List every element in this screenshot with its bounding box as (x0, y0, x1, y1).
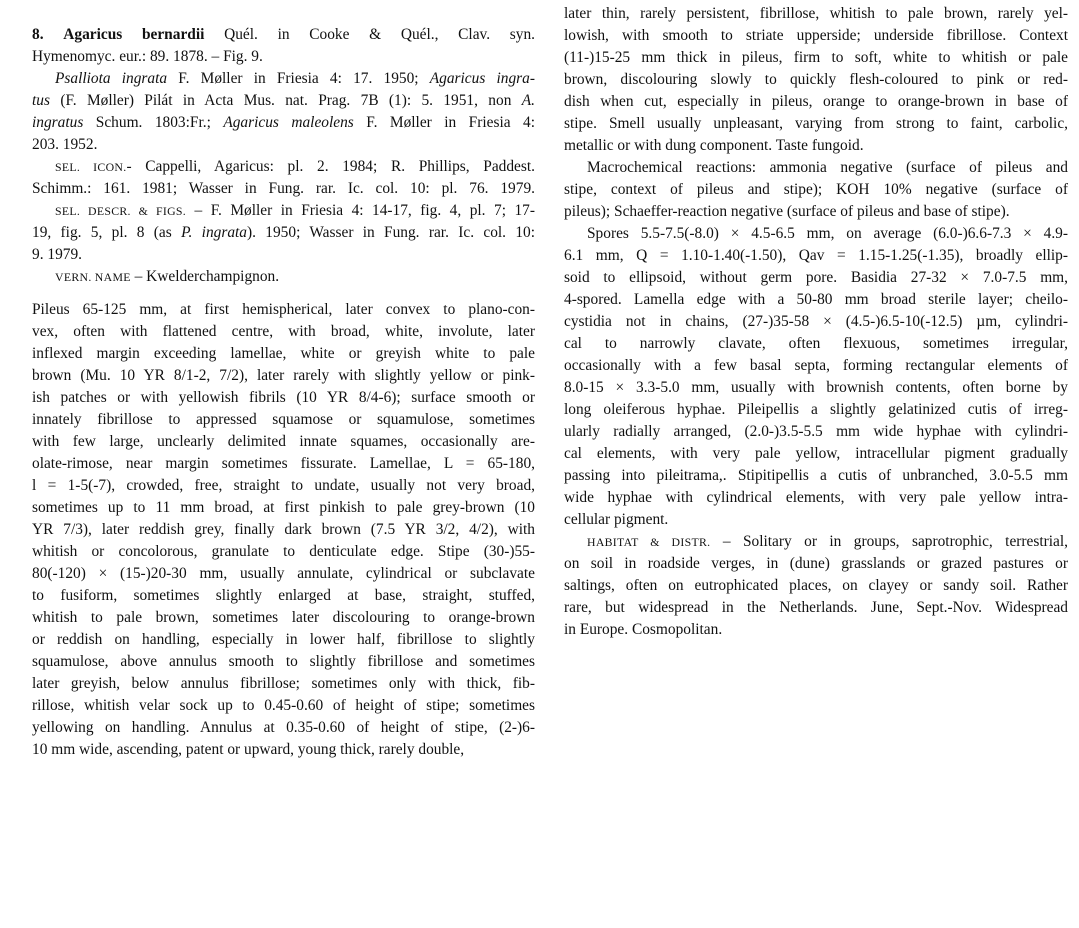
sel-descr-line-3: 9. 1979. (32, 246, 83, 263)
synonym-name: Psalliota ingrata (55, 70, 168, 87)
sel-descr-line-2: 19, fig. 5, pl. 8 (as P. ingrata). 1950; Wasser in Fung. rar. Ic. col. 10: (32, 224, 535, 241)
text-line: in Europe. Cosmopolitan. (564, 621, 723, 638)
text-line: l = 1-5(-7), crowded, free, straight to undate, usually not very broad, (32, 477, 535, 494)
text-line: 4-spored. Lamella edge with a 50-80 mm broad sterile layer; cheilo- (564, 291, 1068, 308)
text-line: with few large, unclearly delimited innate squames, occasionally are- (32, 433, 535, 450)
sel-icon-line-2: Schimm.: 161. 1981; Wasser in Fung. rar. Ic. col. 10: pl. 76. 1979. (32, 180, 535, 197)
right-column (564, 3, 1068, 641)
text-line: lowish, with smooth to striate upperside; underside fibrillose. Context (564, 27, 1068, 44)
text-line: brown (Mu. 10 YR 8/1-2, 7/2), later rarely with slightly yellow or pink- (32, 367, 535, 384)
text-line: cellular pigment. (564, 511, 669, 528)
text-line: stipe. Smell usually unpleasant, varying from strong to faint, carbolic, (564, 115, 1068, 132)
text-line: soid to ellipsoid, without germ pore. Basidia 27-32 × 7.0-7.5 mm, (564, 269, 1068, 286)
sel-icon-line-1: SEL. ICON.- Cappelli, Agaricus: pl. 2. 1984; R. Phillips, Paddest. (55, 158, 535, 175)
text-line: 6.1 mm, Q = 1.10-1.40(-1.50), Qav = 1.15-1.25(-1.35), broadly ellip- (564, 247, 1068, 264)
text-line: innately fibrillose to appressed squamose or squamulose, sometimes (32, 411, 535, 428)
text-line: sometimes up to 11 mm broad, at first pinkish to pale grey-brown (10 (32, 499, 535, 516)
text-line: rillose, whitish velar sock up to 0.45-0.60 of height of stipe; sometimes (32, 697, 535, 714)
entry-number: 8. (32, 26, 44, 43)
species-header-line2: Hymenomyc. eur.: 89. 1878. – Fig. 9. (32, 48, 263, 65)
text-line: wide hyphae with cylindrical elements, with very pale yellow intra- (564, 489, 1068, 506)
text-line: (11-)15-25 mm thick in pileus, firm to soft, white to whitish or pale (564, 49, 1068, 66)
text-line: later greyish, below annulus fibrillose; sometimes only with thick, fib- (32, 675, 535, 692)
sel-descr-label: SEL. DESCR. & FIGS. (55, 204, 187, 218)
section-gap (32, 288, 535, 299)
text-line: 10 mm wide, ascending, patent or upward, young thick, rarely double, (32, 741, 465, 758)
text-line: metallic or with dung component. Taste fungoid. (564, 137, 864, 154)
text-line: 80(-120) × (15-)20-30 mm, usually annulate, cylindrical or subclavate (32, 565, 535, 582)
text-line: long oleiferous hyphae. Pileipellis a slightly gelatinized cutis of irreg- (564, 401, 1068, 418)
text-line: YR 7/3), later reddish grey, finally dark brown (7.5 YR 3/2, 4/2), with (32, 521, 535, 538)
text-line: Pileus 65-125 mm, at first hemispherical, later convex to plano-con- (32, 301, 535, 318)
text-line: pileus); Schaeffer-reaction negative (surface of pileus and base of stipe). (564, 203, 1010, 220)
description-paragraph (32, 299, 535, 761)
text-line: ularly radially arranged, (2.0-)3.5-5.5 mm wide hyphae with cylindri- (564, 423, 1068, 440)
text-line: cal to narrowly clavate, often flexuous, sometimes irregular, (564, 335, 1068, 352)
species-name: Agaricus bernardii (63, 26, 205, 43)
habitat-paragraph (564, 553, 1068, 641)
text-line: vex, often with flattened centre, with broad, white, involute, later (32, 323, 535, 340)
vern-name-line: VERN. NAME – Kwelderchampignon. (55, 268, 280, 285)
text-line: cystidia not in chains, (27-)35-58 × (4.5-)6.5-10(-12.5) µm, cylindri- (564, 313, 1068, 330)
synonym-line-1: Psalliota ingrata F. Møller in Friesia 4: 17. 1950; Agaricus ingra- (55, 70, 535, 87)
macrochemical-paragraph (564, 157, 1068, 223)
sel-icon-label: SEL. ICON. (55, 160, 127, 174)
text-line: inflexed margin exceeding lamellae, white or greyish white to pale (32, 345, 535, 362)
synonym-line-2: tus (F. Møller) Pilát in Acta Mus. nat. Prag. 7B (1): 5. 1951, non A. (32, 92, 535, 109)
text-line: later thin, rarely persistent, fibrillose, whitish to pale brown, rarely yel- (564, 5, 1068, 22)
text-line: stipe, context of pileus and stipe); KOH 10% negative (surface of (564, 181, 1068, 198)
text-line: saltings, often on eutrophicated places, on clayey or sandy soil. Rather (564, 577, 1068, 594)
sel-descr-line-1: SEL. DESCR. & FIGS. – F. Møller in Friesia 4: 14-17, fig. 4, pl. 7; 17- (55, 202, 535, 219)
species-header (32, 24, 535, 46)
text-line: to fusiform, sometimes slightly enlarged at base, straight, stuffed, (32, 587, 535, 604)
text-line: squamulose, above annulus smooth to slightly fibrillose and sometimes (32, 653, 535, 670)
text-line: brown, discolouring slowly to quickly flesh-coloured to pink or red- (564, 71, 1068, 88)
text-line: or reddish on handling, especially in lower half, fibrillose to slightly (32, 631, 535, 648)
text-line: cal elements, with very pale yellow, intracellular pigment gradually (564, 445, 1068, 462)
text-line: ish patches or with yellowish fibrils (10 YR 8/4-6); surface smooth or (32, 389, 535, 406)
vern-name-label: VERN. NAME (55, 270, 131, 284)
text-line: occasionally with a few basal septa, forming rectangular elements of (564, 357, 1068, 374)
text-line: Spores 5.5-7.5(-8.0) × 4.5-6.5 mm, on average (6.0-)6.6-7.3 × 4.9- (587, 225, 1068, 242)
left-column (32, 24, 535, 761)
text-line: on soil in roadside verges, in (dune) grasslands or grazed pastures or (564, 555, 1068, 572)
author-citation: Quél. in Cooke & Quél., Clav. syn. (224, 26, 535, 43)
text-line: 8.0-15 × 3.3-5.0 mm, usually with brownish contents, often borne by (564, 379, 1068, 396)
text-line: dish when cut, especially in pileus, orange to orange-brown in base of (564, 93, 1068, 110)
synonym-name: Agaricus ingra- (429, 70, 535, 87)
continued-paragraph (564, 3, 1068, 157)
synonym-line-4: 203. 1952. (32, 136, 98, 153)
text-line: olate-rimose, near margin sometimes fissurate. Lamellae, L = 65-180, (32, 455, 535, 472)
text-line: Macrochemical reactions: ammonia negative (surface of pileus and (587, 159, 1068, 176)
habitat-label: HABITAT & DISTR. (587, 535, 711, 549)
text-line: passing into pileitrama,. Stipitipellis a cutis of unbranched, 3.0-5.5 mm (564, 467, 1068, 484)
synonym-line-3: ingratus Schum. 1803:Fr.; Agaricus maleolens F. Møller in Friesia 4: (32, 114, 535, 131)
microscopy-paragraph (564, 223, 1068, 531)
text-line: whitish to pale brown, sometimes later discolouring to orange-brown (32, 609, 535, 626)
text-line: yellowing on handling. Annulus at 0.35-0.60 of height of stipe, (2-)6- (32, 719, 535, 736)
text-line: whitish or concolorous, granulate to denticulate edge. Stipe (30-)55- (32, 543, 535, 560)
synonym-name: Agaricus maleolens (223, 114, 354, 131)
text-line: rare, but widespread in the Netherlands. June, Sept.-Nov. Widespread (564, 599, 1068, 616)
habitat-line-1: HABITAT & DISTR. – Solitary or in groups, saprotrophic, terrestrial, (587, 533, 1068, 550)
